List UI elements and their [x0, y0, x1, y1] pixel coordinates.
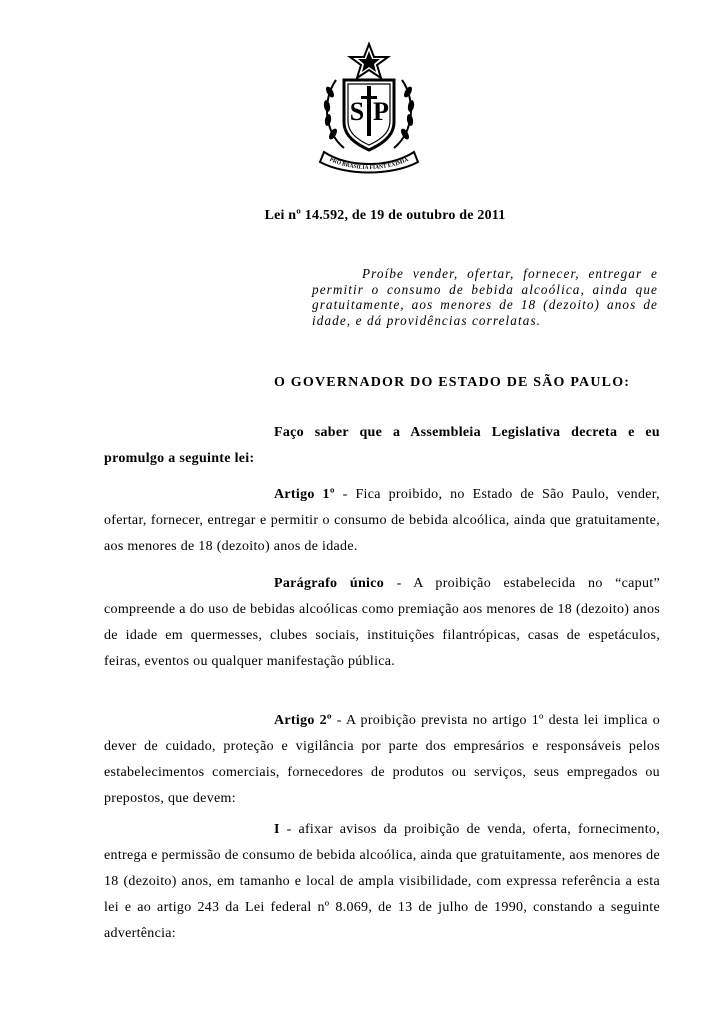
law-summary: [312, 266, 658, 328]
seal-motto: PRO BRASILIA FIANT EXIMIA: [328, 157, 410, 172]
item-i: [104, 817, 660, 947]
svg-text:P: P: [373, 97, 389, 126]
governor-heading: O GOVERNADOR DO ESTADO DE SÃO PAULO:: [274, 375, 631, 390]
article-text: - Fica proibido, no Estado de São Paulo, vender, ofertar, fornecer, entregar e permitir o consumo de bebida alcoólica, ainda que gratuitamente, aos menores de 18 (dezoito) anos de idade.: [104, 487, 660, 554]
sole-paragraph: [104, 571, 660, 675]
svg-text:S: S: [349, 97, 365, 126]
law-title-text: Lei nº 14.592, de 19 de outubro de 2011: [264, 208, 506, 223]
sao-paulo-coat-of-arms: [314, 40, 424, 175]
article-1: [104, 482, 660, 560]
article-2: [104, 708, 660, 812]
article-label: I: [274, 822, 280, 837]
law-title: [0, 208, 728, 224]
law-summary-text: Proíbe vender, ofertar, fornecer, entregar e permitir o consumo de bebida alcoólica, ainda que gratuitamente, aos menores de 18 (dezoito) anos de idade, e dá providências correlatas.: [312, 266, 658, 328]
preamble: [104, 420, 660, 472]
article-label: Artigo 2º: [274, 713, 332, 728]
article-label: Parágrafo único: [274, 576, 385, 591]
article-text: - A proibição prevista no artigo 1º desta lei implica o dever de cuidado, proteção e vigilância por parte dos empresários e responsáveis pelos estabelecimentos comerciais, fornecedores de produtos ou serviços, seus empregados ou prepostos, que devem:: [104, 713, 660, 806]
article-text: - A proibição estabelecida no “caput” compreende a do uso de bebidas alcoólicas como premiação aos menores de 18 (dezoito) anos de idade em quermesses, clubes sociais, instituições filantrópicas, casas de espetáculos, feiras, eventos ou qualquer manifestação pública.: [104, 576, 660, 669]
preamble-text: Faço saber que a Assembleia Legislativa decreta e eu promulgo a seguinte lei:: [104, 425, 660, 466]
article-text: - afixar avisos da proibição de venda, oferta, fornecimento, entrega e permissão de consumo de bebida alcoólica, ainda que gratuitamente, aos menores de 18 (dezoito) anos, em tamanho e local de ampla visibilidade, com expressa referência a esta lei e ao artigo 243 da Lei federal nº 8.069, de 13 de julho de 1990, constando a seguinte advertência:: [104, 822, 660, 941]
article-label: Artigo 1º: [274, 487, 335, 502]
